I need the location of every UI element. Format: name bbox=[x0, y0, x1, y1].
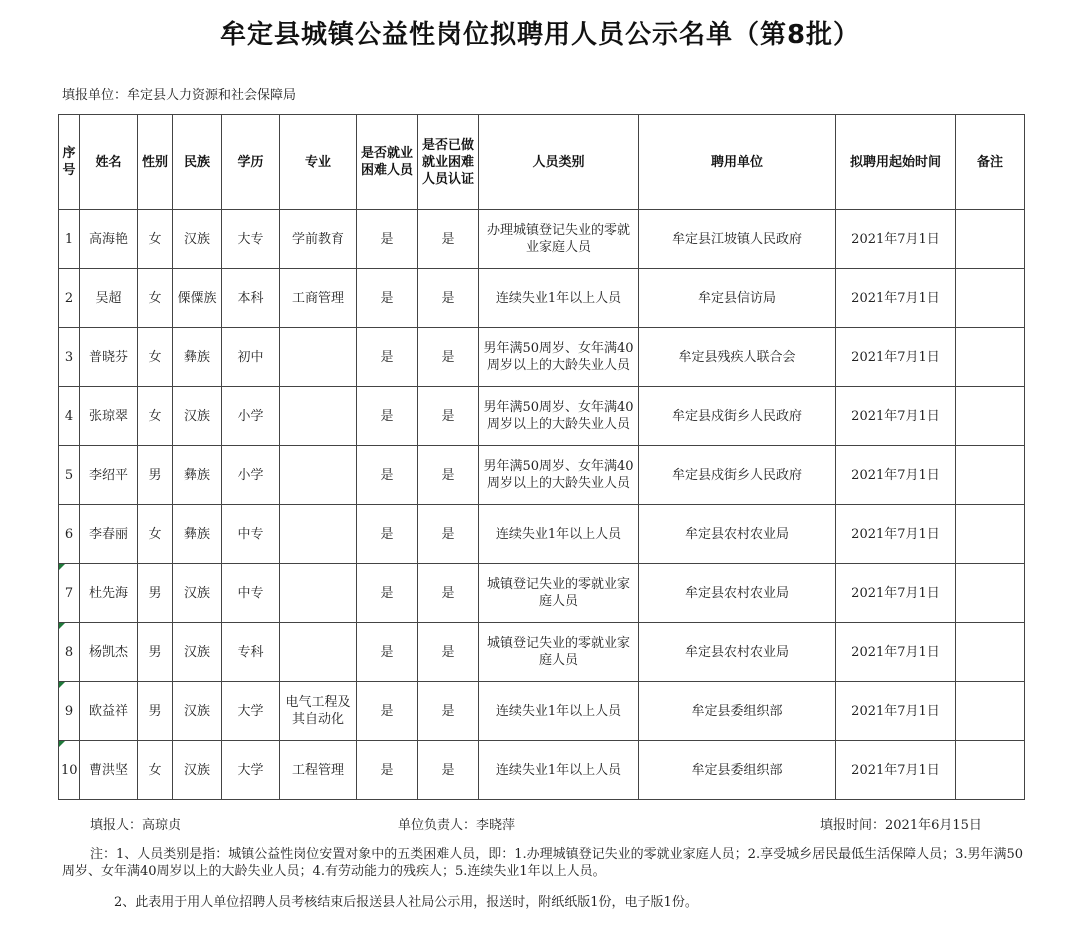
header-ethnic: 民族 bbox=[173, 115, 222, 210]
row-education: 专科 bbox=[222, 623, 280, 682]
table-row bbox=[59, 741, 1025, 800]
row-name: 杜先海 bbox=[80, 564, 138, 623]
row-major bbox=[280, 564, 357, 623]
row-name: 李绍平 bbox=[80, 446, 138, 505]
row-remark bbox=[956, 446, 1025, 505]
table-row bbox=[59, 387, 1025, 446]
row-no: 5 bbox=[59, 446, 80, 505]
row-hard-employment: 是 bbox=[357, 682, 418, 741]
header-certified: 是否已做就业困难人员认证 bbox=[418, 115, 479, 210]
header-hard-employment: 是否就业困难人员 bbox=[357, 115, 418, 210]
row-gender: 女 bbox=[138, 505, 173, 564]
row-major bbox=[280, 623, 357, 682]
row-major: 工商管理 bbox=[280, 269, 357, 328]
row-start-date: 2021年7月1日 bbox=[836, 682, 956, 741]
row-hard-employment: 是 bbox=[357, 328, 418, 387]
row-category: 城镇登记失业的零就业家庭人员 bbox=[479, 564, 639, 623]
row-start-date: 2021年7月1日 bbox=[836, 741, 956, 800]
row-no: 3 bbox=[59, 328, 80, 387]
row-name: 高海艳 bbox=[80, 210, 138, 269]
row-name: 普晓芬 bbox=[80, 328, 138, 387]
row-no: 4 bbox=[59, 387, 80, 446]
table-row bbox=[59, 269, 1025, 328]
row-gender: 女 bbox=[138, 328, 173, 387]
row-employer: 牟定县农村农业局 bbox=[639, 623, 836, 682]
row-employer: 牟定县委组织部 bbox=[639, 741, 836, 800]
header-gender: 性别 bbox=[138, 115, 173, 210]
row-hard-employment: 是 bbox=[357, 564, 418, 623]
table-row bbox=[59, 623, 1025, 682]
row-gender: 女 bbox=[138, 210, 173, 269]
row-category: 连续失业1年以上人员 bbox=[479, 682, 639, 741]
row-start-date: 2021年7月1日 bbox=[836, 387, 956, 446]
row-major: 工程管理 bbox=[280, 741, 357, 800]
personnel-table bbox=[58, 114, 1025, 800]
row-major: 电气工程及其自动化 bbox=[280, 682, 357, 741]
row-certified: 是 bbox=[418, 387, 479, 446]
cell-marker-icon bbox=[59, 741, 65, 747]
note-2: 2、此表用于用人单位招聘人员考核结束后报送县人社局公示用，报送时，附纸纸版1份，电子版1份。 bbox=[114, 895, 698, 910]
row-no: 1 bbox=[59, 210, 80, 269]
table-row bbox=[59, 446, 1025, 505]
row-certified: 是 bbox=[418, 505, 479, 564]
row-ethnic: 汉族 bbox=[173, 387, 222, 446]
row-gender: 男 bbox=[138, 446, 173, 505]
page-title: 牟定县城镇公益性岗位拟聘用人员公示名单（第8批） bbox=[219, 20, 861, 50]
header-major: 专业 bbox=[280, 115, 357, 210]
row-gender: 女 bbox=[138, 387, 173, 446]
row-major bbox=[280, 505, 357, 564]
row-ethnic: 汉族 bbox=[173, 623, 222, 682]
row-name: 欧益祥 bbox=[80, 682, 138, 741]
row-employer: 牟定县委组织部 bbox=[639, 682, 836, 741]
table-row bbox=[59, 328, 1025, 387]
row-remark bbox=[956, 741, 1025, 800]
row-name: 李春丽 bbox=[80, 505, 138, 564]
row-gender: 男 bbox=[138, 682, 173, 741]
row-hard-employment: 是 bbox=[357, 387, 418, 446]
row-gender: 男 bbox=[138, 564, 173, 623]
header-remark: 备注 bbox=[956, 115, 1025, 210]
header-education: 学历 bbox=[222, 115, 280, 210]
row-hard-employment: 是 bbox=[357, 505, 418, 564]
row-hard-employment: 是 bbox=[357, 269, 418, 328]
row-start-date: 2021年7月1日 bbox=[836, 564, 956, 623]
table-row bbox=[59, 210, 1025, 269]
row-education: 初中 bbox=[222, 328, 280, 387]
row-education: 大学 bbox=[222, 741, 280, 800]
row-category: 男年满50周岁、女年满40周岁以上的大龄失业人员 bbox=[479, 446, 639, 505]
row-education: 中专 bbox=[222, 505, 280, 564]
table-row bbox=[59, 564, 1025, 623]
row-certified: 是 bbox=[418, 210, 479, 269]
row-ethnic: 汉族 bbox=[173, 741, 222, 800]
row-name: 张琼翠 bbox=[80, 387, 138, 446]
footer-head: 单位负责人：李晓萍 bbox=[398, 818, 516, 833]
table-row bbox=[59, 682, 1025, 741]
row-hard-employment: 是 bbox=[357, 446, 418, 505]
row-gender: 女 bbox=[138, 269, 173, 328]
row-ethnic: 彝族 bbox=[173, 328, 222, 387]
row-employer: 牟定县残疾人联合会 bbox=[639, 328, 836, 387]
header-start-date: 拟聘用起始时间 bbox=[836, 115, 956, 210]
row-certified: 是 bbox=[418, 682, 479, 741]
row-ethnic: 彝族 bbox=[173, 446, 222, 505]
footer-filler: 填报人：高琼贞 bbox=[90, 818, 182, 833]
row-ethnic: 傈僳族 bbox=[173, 269, 222, 328]
row-employer: 牟定县江坡镇人民政府 bbox=[639, 210, 836, 269]
cell-marker-icon bbox=[59, 623, 65, 629]
row-ethnic: 彝族 bbox=[173, 505, 222, 564]
header-no: 序号 bbox=[59, 115, 80, 210]
row-no: 6 bbox=[59, 505, 80, 564]
row-remark bbox=[956, 210, 1025, 269]
footer-date: 填报时间：2021年6月15日 bbox=[820, 818, 982, 833]
row-employer: 牟定县戍街乡人民政府 bbox=[639, 387, 836, 446]
row-remark bbox=[956, 682, 1025, 741]
row-remark bbox=[956, 623, 1025, 682]
row-remark bbox=[956, 328, 1025, 387]
row-employer: 牟定县农村农业局 bbox=[639, 505, 836, 564]
row-certified: 是 bbox=[418, 623, 479, 682]
row-ethnic: 汉族 bbox=[173, 564, 222, 623]
note-1: 注：1、人员类别是指：城镇公益性岗位安置对象中的五类困难人员，即：1.办理城镇登记失业的零就业家庭人员；2.享受城乡居民最低生活保障人员；3.男年满50周岁、女年满40周岁以上的大龄失业人员；4.有劳动能力的残疾人；5.连续失业1年以上人员。 bbox=[62, 847, 1024, 879]
header-employer: 聘用单位 bbox=[639, 115, 836, 210]
row-remark bbox=[956, 387, 1025, 446]
row-certified: 是 bbox=[418, 446, 479, 505]
table-row bbox=[59, 505, 1025, 564]
table-header-row bbox=[59, 115, 1025, 210]
row-start-date: 2021年7月1日 bbox=[836, 269, 956, 328]
row-category: 连续失业1年以上人员 bbox=[479, 269, 639, 328]
row-gender: 男 bbox=[138, 623, 173, 682]
row-remark bbox=[956, 505, 1025, 564]
cell-marker-icon bbox=[59, 682, 65, 688]
row-education: 大专 bbox=[222, 210, 280, 269]
row-category: 城镇登记失业的零就业家庭人员 bbox=[479, 623, 639, 682]
row-category: 男年满50周岁、女年满40周岁以上的大龄失业人员 bbox=[479, 328, 639, 387]
row-name: 杨凯杰 bbox=[80, 623, 138, 682]
row-start-date: 2021年7月1日 bbox=[836, 623, 956, 682]
row-remark bbox=[956, 269, 1025, 328]
row-start-date: 2021年7月1日 bbox=[836, 505, 956, 564]
row-hard-employment: 是 bbox=[357, 210, 418, 269]
row-certified: 是 bbox=[418, 741, 479, 800]
row-hard-employment: 是 bbox=[357, 741, 418, 800]
reporting-unit: 填报单位：牟定县人力资源和社会保障局 bbox=[62, 88, 297, 103]
row-education: 小学 bbox=[222, 446, 280, 505]
row-category: 连续失业1年以上人员 bbox=[479, 741, 639, 800]
row-name: 吴超 bbox=[80, 269, 138, 328]
row-ethnic: 汉族 bbox=[173, 210, 222, 269]
row-certified: 是 bbox=[418, 269, 479, 328]
row-start-date: 2021年7月1日 bbox=[836, 446, 956, 505]
row-remark bbox=[956, 564, 1025, 623]
table-body bbox=[59, 210, 1025, 800]
row-certified: 是 bbox=[418, 328, 479, 387]
row-employer: 牟定县农村农业局 bbox=[639, 564, 836, 623]
cell-marker-icon bbox=[59, 564, 65, 570]
row-start-date: 2021年7月1日 bbox=[836, 328, 956, 387]
row-certified: 是 bbox=[418, 564, 479, 623]
row-start-date: 2021年7月1日 bbox=[836, 210, 956, 269]
row-employer: 牟定县信访局 bbox=[639, 269, 836, 328]
row-no: 7 bbox=[59, 564, 80, 623]
row-no: 9 bbox=[59, 682, 80, 741]
row-ethnic: 汉族 bbox=[173, 682, 222, 741]
row-no: 10 bbox=[59, 741, 80, 800]
row-education: 小学 bbox=[222, 387, 280, 446]
row-education: 中专 bbox=[222, 564, 280, 623]
row-hard-employment: 是 bbox=[357, 623, 418, 682]
row-employer: 牟定县戍街乡人民政府 bbox=[639, 446, 836, 505]
row-major bbox=[280, 387, 357, 446]
row-category: 男年满50周岁、女年满40周岁以上的大龄失业人员 bbox=[479, 387, 639, 446]
row-gender: 女 bbox=[138, 741, 173, 800]
row-name: 曹洪坚 bbox=[80, 741, 138, 800]
row-education: 本科 bbox=[222, 269, 280, 328]
row-major: 学前教育 bbox=[280, 210, 357, 269]
row-major bbox=[280, 446, 357, 505]
header-category: 人员类别 bbox=[479, 115, 639, 210]
row-category: 办理城镇登记失业的零就业家庭人员 bbox=[479, 210, 639, 269]
row-no: 2 bbox=[59, 269, 80, 328]
row-no: 8 bbox=[59, 623, 80, 682]
header-name: 姓名 bbox=[80, 115, 138, 210]
row-category: 连续失业1年以上人员 bbox=[479, 505, 639, 564]
row-major bbox=[280, 328, 357, 387]
row-education: 大学 bbox=[222, 682, 280, 741]
